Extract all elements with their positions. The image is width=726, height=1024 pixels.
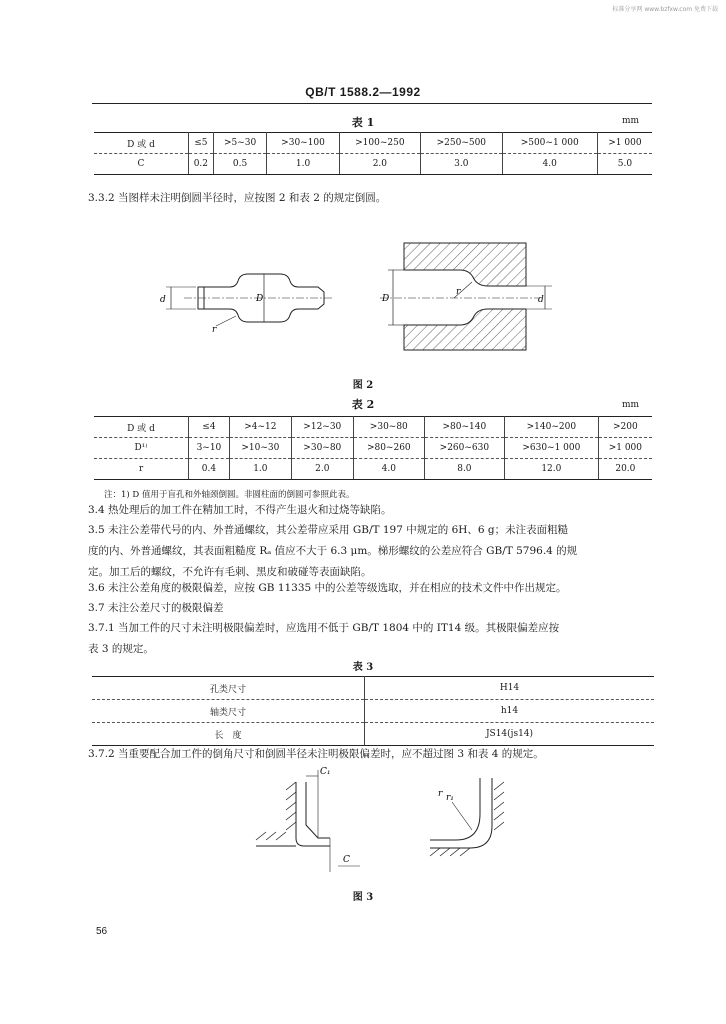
fig3-label: r xyxy=(438,789,443,799)
table1-caption: 表 1 xyxy=(351,116,375,129)
table1-unit: mm xyxy=(622,116,640,126)
table-cell: >5~30 xyxy=(213,133,267,154)
paragraph-line: 3.5 未注公差带代号的内、外普通螺纹，其公差带应采用 GB/T 197 中规定的 6H、6 g；未注表面粗糙 xyxy=(88,524,569,536)
figure-2-caption: 图 2 xyxy=(352,380,374,391)
fig3-label: C₁ xyxy=(320,767,331,777)
table-cell: 20.0 xyxy=(598,459,652,480)
page-number: 56 xyxy=(96,926,108,937)
watermark: 标准分享网 www.bzfxw.com 免费下载 xyxy=(612,6,718,13)
section-3-7-2: 3.7.2 当重要配合加工件的倒角尺寸和倒圆半径未注明极限偏差时，应不超过图 3 和表 4 的规定。 xyxy=(88,748,544,760)
table-cell: 0.4 xyxy=(189,459,230,480)
fig2-label: d xyxy=(538,295,544,305)
table-cell: 5.0 xyxy=(597,154,652,175)
table-cell: >30~100 xyxy=(267,133,339,154)
section-3-6: 3.6 未注公差角度的极限偏差，应按 GB 11335 中的公差等级选取，并在相应的技术文件中作出规定。 xyxy=(88,582,567,594)
table-cell: >200 xyxy=(598,417,652,438)
table-cell: 孔类尺寸 xyxy=(92,677,365,700)
table-cell: 4.0 xyxy=(353,459,424,480)
fig2-label: D xyxy=(256,294,264,304)
table-cell: 轴类尺寸 xyxy=(92,700,365,723)
paragraph-line: 3.7.1 当加工件的尺寸未注明极限偏差时，应选用不低于 GB/T 1804 中的 IT14 级。其极限偏差应按 xyxy=(88,622,560,634)
table-cell: >12~30 xyxy=(291,417,353,438)
fig2-label: r xyxy=(456,287,461,297)
table-cell: D¹⁾ xyxy=(94,438,189,459)
table-cell: >1 000 xyxy=(597,133,652,154)
table-cell: >140~200 xyxy=(504,417,598,438)
section-3-5 xyxy=(88,520,658,583)
section-3-7: 3.7 未注公差尺寸的极限偏差 xyxy=(88,602,224,614)
table-cell: >30~80 xyxy=(353,417,424,438)
table-cell: 1.0 xyxy=(229,459,291,480)
table2-unit: mm xyxy=(622,400,640,410)
table-row xyxy=(92,700,654,723)
table-cell: 1.0 xyxy=(267,154,339,175)
table-cell: D 或 d xyxy=(94,417,189,438)
table-row xyxy=(94,438,652,459)
table3 xyxy=(92,676,654,746)
fig2-label: D xyxy=(382,294,390,304)
table-cell: 12.0 xyxy=(504,459,598,480)
table-cell: 0.5 xyxy=(213,154,267,175)
table-cell: >500~1 000 xyxy=(502,133,597,154)
section-3-7-1 xyxy=(88,618,658,660)
table-cell: H14 xyxy=(365,677,655,700)
fig2-label: r xyxy=(212,325,217,335)
table-cell: 3~10 xyxy=(189,438,230,459)
paragraph-line: 表 3 的规定。 xyxy=(88,643,154,655)
table-cell: h14 xyxy=(365,700,655,723)
table2-caption: 表 2 xyxy=(351,398,375,411)
table-cell: 4.0 xyxy=(502,154,597,175)
table-cell: ≤5 xyxy=(189,133,214,154)
standard-header: QB/T 1588.2—1992 xyxy=(305,85,421,99)
table-cell: C xyxy=(94,154,189,175)
table-cell: 8.0 xyxy=(424,459,504,480)
table-row xyxy=(94,417,652,438)
fig3-label: r₁ xyxy=(446,793,454,803)
table-cell: >630~1 000 xyxy=(504,438,598,459)
figure-3-caption: 图 3 xyxy=(352,892,374,903)
section-3-3-2: 3.3.2 当图样未注明倒圆半径时，应按图 2 和表 2 的规定倒圆。 xyxy=(88,192,387,204)
paragraph-line: 度的内、外普通螺纹，其表面粗糙度 Rₐ 值应不大于 6.3 μm。梯形螺纹的公差应符合 GB/T 5796.4 的规 xyxy=(88,545,578,557)
table-row xyxy=(92,723,654,746)
table-cell: 3.0 xyxy=(421,154,502,175)
table-cell: >1 000 xyxy=(598,438,652,459)
table-cell: r xyxy=(94,459,189,480)
table-cell: >260~630 xyxy=(424,438,504,459)
table-cell: >80~140 xyxy=(424,417,504,438)
table-cell: JS14(js14) xyxy=(365,723,655,746)
table3-caption: 表 3 xyxy=(352,662,374,673)
paragraph-line: 定。加工后的螺纹，不允许有毛刺、黑皮和破碰等表面缺陷。 xyxy=(88,566,372,578)
shaft-drawing xyxy=(166,274,334,326)
table-cell: >80~260 xyxy=(353,438,424,459)
table-cell: 长 度 xyxy=(92,723,365,746)
section-3-4: 3.4 热处理后的加工件在精加工时，不得产生退火和过烧等缺陷。 xyxy=(88,504,392,516)
table-cell: ≤4 xyxy=(189,417,230,438)
table-cell: 2.0 xyxy=(291,459,353,480)
fig3-label: C xyxy=(343,855,350,865)
table-row xyxy=(92,677,654,700)
table-cell: >4~12 xyxy=(229,417,291,438)
table-row xyxy=(94,459,652,480)
table2-note: 注：1) D 值用于盲孔和外轴颈倒圆。非圆柱面的倒圆可参照此表。 xyxy=(104,490,355,500)
table-cell: >100~250 xyxy=(339,133,420,154)
table-cell: >250~500 xyxy=(421,133,502,154)
table-cell: >30~80 xyxy=(291,438,353,459)
table-cell: D 或 d xyxy=(94,133,189,154)
hole-drawing xyxy=(380,243,552,350)
table-cell: 0.2 xyxy=(189,154,214,175)
table2 xyxy=(94,416,652,480)
table-cell: 2.0 xyxy=(339,154,420,175)
fig2-label: d xyxy=(160,295,166,305)
table-cell: >10~30 xyxy=(229,438,291,459)
